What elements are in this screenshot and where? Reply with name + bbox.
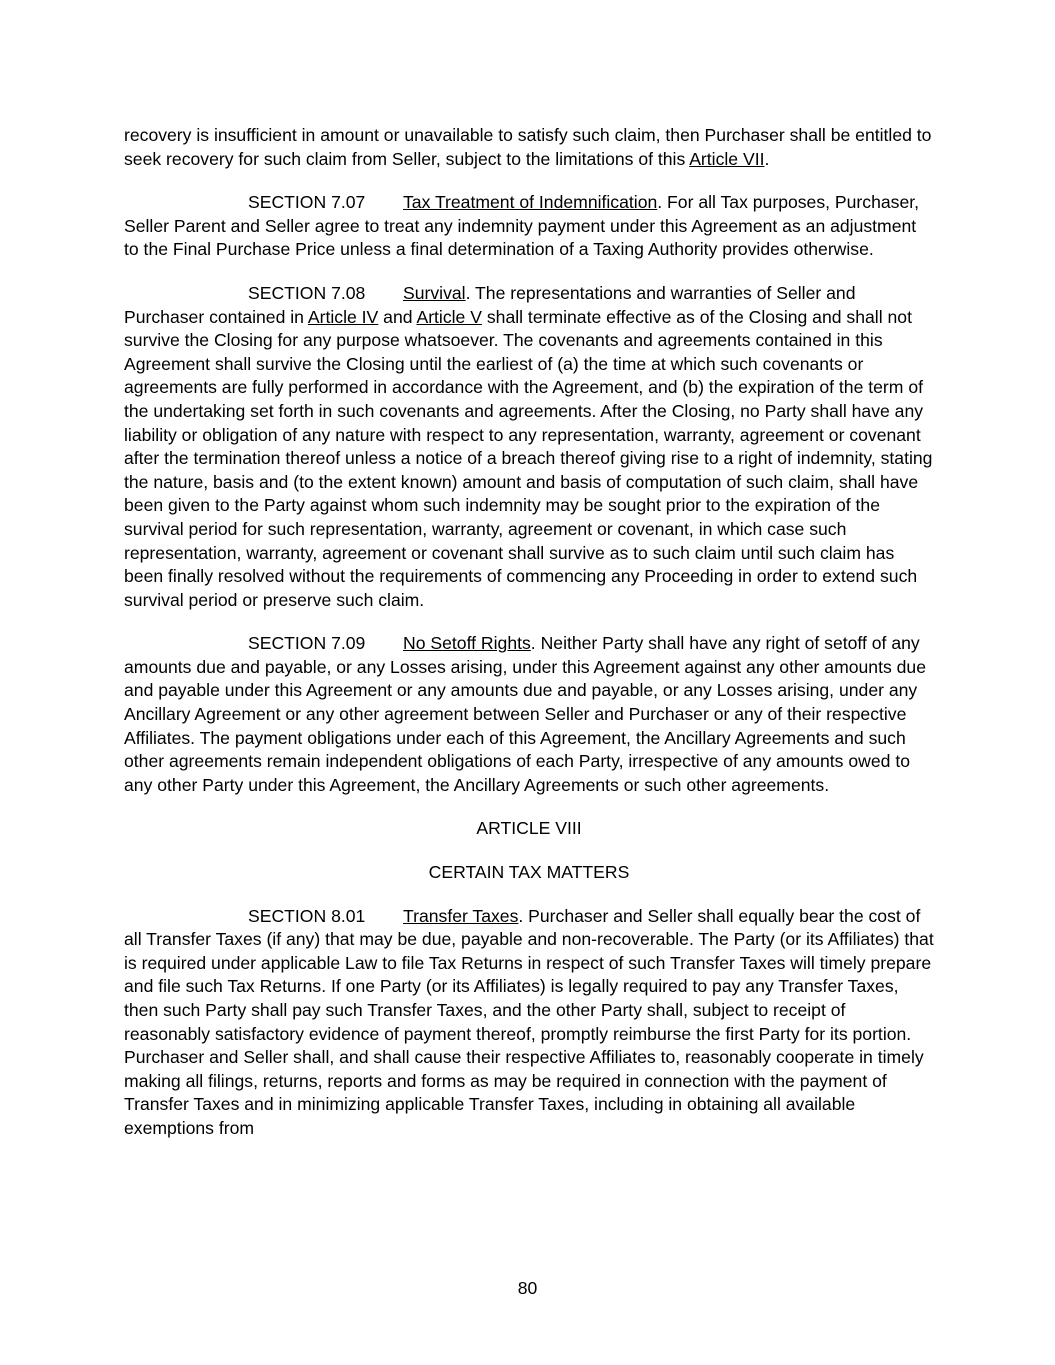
article-v-reference: Article V xyxy=(416,306,482,327)
paragraph-intro xyxy=(124,124,934,171)
section-7-07-body: . For all Tax purposes, Purchaser, Seller Parent and Seller agree to treat any indemnity payment under this Agreement as an adjustment to the Final Purchase Price unless a final determination of a Taxing Authority provides otherwise. xyxy=(124,192,920,260)
document-page xyxy=(124,124,934,1161)
section-7-09-number: SECTION 7.09 xyxy=(248,633,366,654)
page-number: 80 xyxy=(517,1278,538,1298)
intro-text-2: . xyxy=(764,148,770,169)
intro-text-1: recovery is insufficient in amount or unavailable to satisfy such claim, then Purchaser shall be entitled to seek recovery for such claim from Seller, subject to the limitations of this xyxy=(124,125,932,169)
section-7-08-text-1: . The representations and warranties of Seller and Purchaser contained in xyxy=(124,282,856,327)
section-7-07 xyxy=(124,191,934,262)
section-7-09-title: No Setoff Rights xyxy=(403,633,531,654)
section-7-08 xyxy=(124,282,934,612)
section-7-07-number: SECTION 7.07 xyxy=(248,192,366,213)
section-7-08-number: SECTION 7.08 xyxy=(248,282,366,303)
article-iv-reference: Article IV xyxy=(307,306,379,327)
section-7-08-text-3: shall terminate effective as of the Closing and shall not survive the Closing for any purpose whatsoever. The covenants and agreements contained in this Agreement shall survive the Closing until the earliest of (a) the time at which such covenants or agreements are fully performed in accordance with the Agreement, and (b) the expiration of the term of the undertaking set forth in such covenants and agreements. After the Closing, no Party shall have any liability or obligation of any nature with respect to any representation, warranty, agreement or covenant after the termination thereof unless a notice of a breach thereof giving rise to a right of indemnity, stating the nature, basis and (to the extent known) amount and basis of computation of such claim, shall have been given to the Party against whom such indemnity may be sought prior to the expiration of the survival period for such representation, warranty, agreement or covenant, in which case such representation, warranty, agreement or covenant shall survive as to such claim until such claim has been finally resolved without the requirements of commencing any Proceeding in order to extend such survival period or preserve such claim. xyxy=(124,306,933,610)
section-7-07-title: Tax Treatment of Indemnification xyxy=(403,192,658,213)
article-vii-reference: Article VII xyxy=(689,148,765,169)
section-7-08-title: Survival xyxy=(403,282,466,303)
section-8-01-body: . Purchaser and Seller shall equally bear the cost of all Transfer Taxes (if any) that may be due, payable and non-recoverable. The Party (or its Affiliates) that is required under applicable Law to file Tax Returns in respect of such Transfer Taxes will timely prepare and file such Tax Returns. If one Party (or its Affiliates) is legally required to pay any Transfer Taxes, then such Party shall pay such Transfer Taxes, and the other Party shall, subject to receipt of reasonably satisfactory evidence of payment thereof, promptly reimburse the first Party for its portion. Purchaser and Seller shall, and shall cause their respective Affiliates to, reasonably cooperate in timely making all filings, returns, reports and forms as may be required in connection with the payment of Transfer Taxes and in minimizing applicable Transfer Taxes, including in obtaining all available exemptions from xyxy=(124,905,934,1138)
section-7-09-body: . Neither Party shall have any right of setoff of any amounts due and payable, or any Losses arising, under this Agreement against any other amounts due and payable under this Agreement or any amounts due and payable, or any Losses arising, under any Ancillary Agreement or any other agreement between Seller and Purchaser or any of their respective Affiliates. The payment obligations under each of this Agreement, the Ancillary Agreements and such other agreements remain independent obligations of each Party, irrespective of any amounts owed to any other Party under this Agreement, the Ancillary Agreements or such other agreements. xyxy=(124,633,927,795)
section-8-01 xyxy=(124,905,934,1141)
section-7-09 xyxy=(124,632,934,797)
article-viii-title: CERTAIN TAX MATTERS xyxy=(428,862,630,883)
article-viii-heading: ARTICLE VIII xyxy=(476,818,582,839)
section-8-01-number: SECTION 8.01 xyxy=(248,905,366,926)
section-8-01-title: Transfer Taxes xyxy=(403,905,519,926)
section-7-08-text-2: and xyxy=(378,306,417,327)
